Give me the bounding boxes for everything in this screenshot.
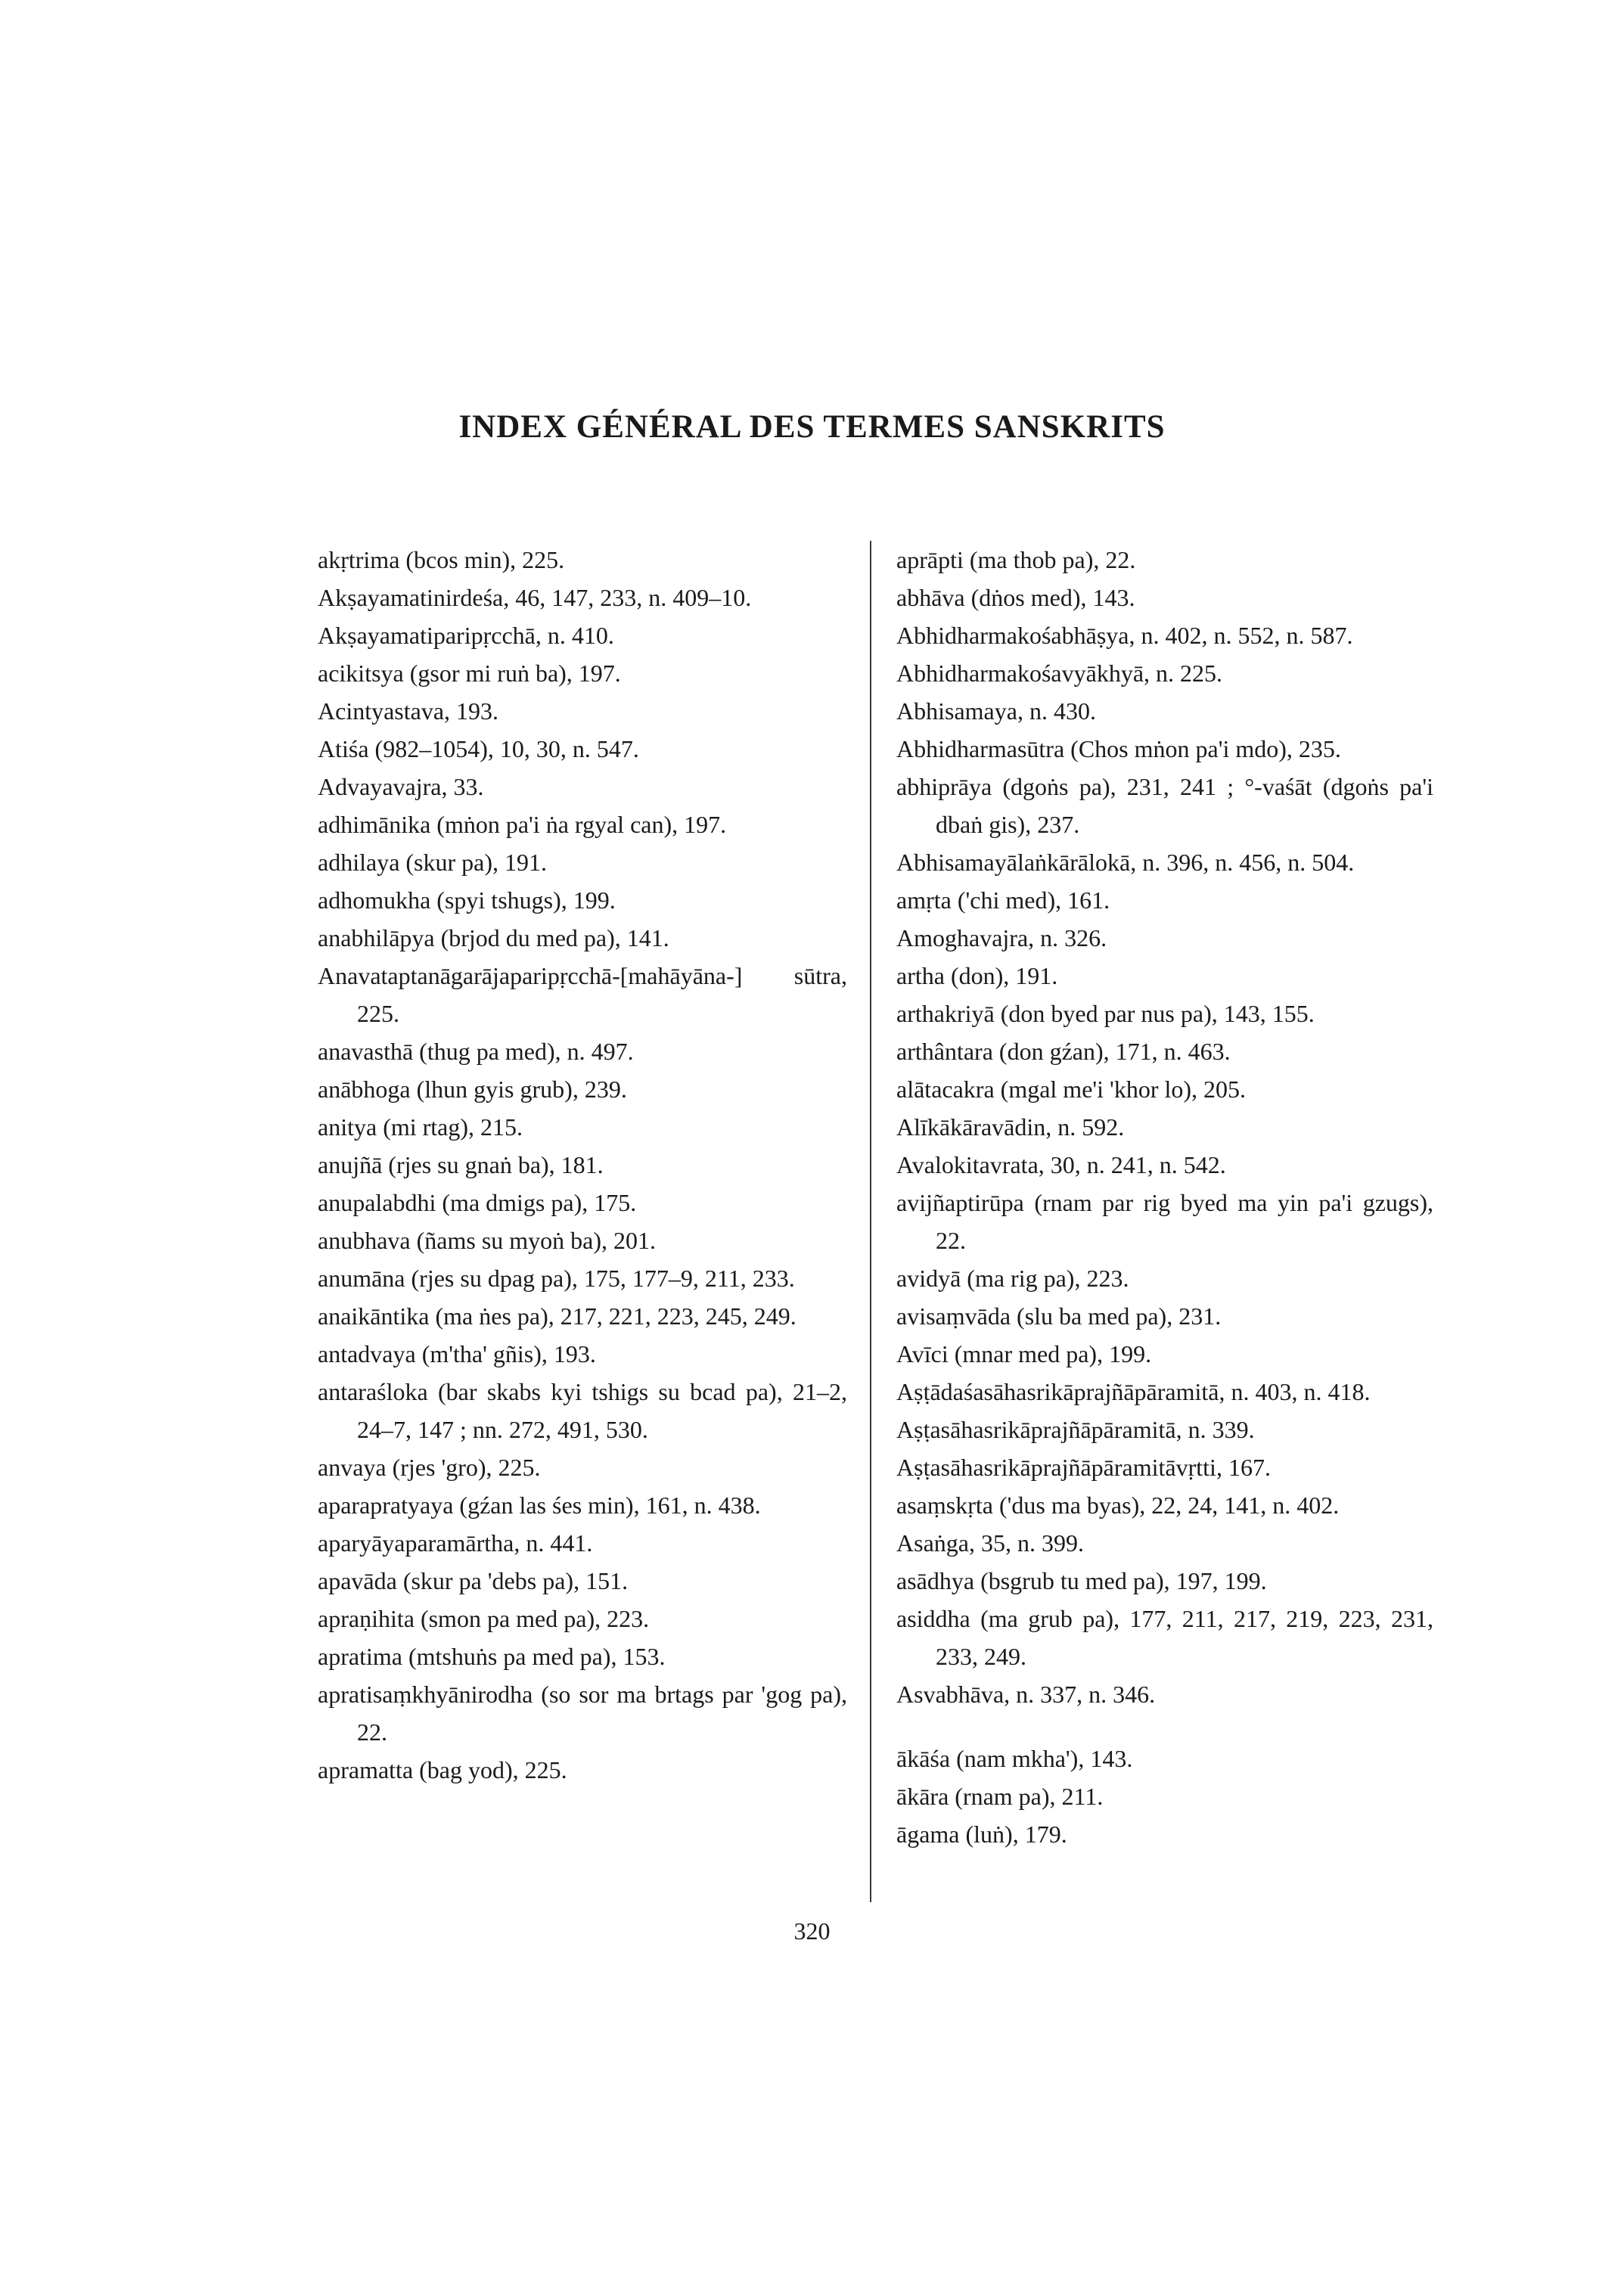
- index-entry: Aṣṭādaśasāhasrikāprajñāpāramitā, n. 403, n. 418.: [896, 1378, 1371, 1405]
- index-entry: acikitsya (gsor mi ruṅ ba), 197.: [318, 660, 621, 687]
- column-divider: [870, 541, 871, 1902]
- index-entry: apavāda (skur pa 'debs pa), 151.: [318, 1567, 629, 1594]
- index-entry: avisaṃvāda (slu ba med pa), 231.: [896, 1302, 1222, 1330]
- index-entry: adhomukha (spyi tshugs), 199.: [318, 886, 616, 914]
- index-entry: Acintyastava, 193.: [318, 697, 499, 725]
- index-entry: amṛta ('chi med), 161.: [896, 886, 1110, 914]
- index-entry: Avīci (mnar med pa), 199.: [896, 1340, 1152, 1367]
- index-entry: Asaṅga, 35, n. 399.: [896, 1529, 1084, 1557]
- index-entry: abhāva (dṅos med), 143.: [896, 584, 1135, 611]
- index-entry: artha (don), 191.: [896, 962, 1058, 989]
- page-title: INDEX GÉNÉRAL DES TERMES SANSKRITS: [458, 409, 1166, 445]
- index-entry: anujñā (rjes su gnaṅ ba), 181.: [318, 1151, 604, 1178]
- index-entry: ākāra (rnam pa), 211.: [896, 1783, 1104, 1810]
- index-entry: antaraśloka (bar skabs kyi tshigs su bcad pa), 21–2, 24–7, 147 ; nn. 272, 491, 530.: [318, 1378, 847, 1443]
- index-entry: aprāpti (ma thob pa), 22.: [896, 546, 1136, 573]
- index-entry: apratisaṃkhyānirodha (so sor ma brtags par 'gog pa), 22.: [318, 1681, 847, 1746]
- index-entry: abhiprāya (dgoṅs pa), 231, 241 ; °-vaśāt (dgoṅs pa'i dbaṅ gis), 237.: [896, 773, 1433, 838]
- index-entry: Amoghavajra, n. 326.: [896, 924, 1107, 951]
- index-entry: avijñaptirūpa (rnam par rig byed ma yin pa'i gzugs), 22.: [896, 1189, 1433, 1254]
- index-entry: Anavataptanāgarājaparipṛcchā-[mahāyāna-] sūtra, 225.: [318, 962, 847, 1027]
- index-entry: ākāśa (nam mkha'), 143.: [896, 1745, 1133, 1772]
- index-entry: adhilaya (skur pa), 191.: [318, 849, 548, 876]
- index-entry: asādhya (bsgrub tu med pa), 197, 199.: [896, 1567, 1267, 1594]
- index-entry: aparyāyaparamārtha, n. 441.: [318, 1529, 593, 1557]
- index-entry: anabhilāpya (brjod du med pa), 141.: [318, 924, 669, 951]
- index-entry: alātacakra (mgal me'i 'khor lo), 205.: [896, 1076, 1247, 1103]
- index-column-left: [318, 541, 847, 1789]
- index-entry: Asvabhāva, n. 337, n. 346.: [896, 1681, 1156, 1708]
- index-entry: anvaya (rjes 'gro), 225.: [318, 1454, 541, 1481]
- index-entry: adhimānika (mṅon pa'i ṅa rgyal can), 197.: [318, 811, 727, 838]
- index-entry: anaikāntika (ma ṅes pa), 217, 221, 223, 245, 249.: [318, 1302, 796, 1330]
- index-entry: Aṣṭasāhasrikāprajñāpāramitāvṛtti, 167.: [896, 1454, 1271, 1481]
- index-entry: Abhidharmasūtra (Chos mṅon pa'i mdo), 235.: [896, 735, 1341, 762]
- index-entry: anubhava (ñams su myoṅ ba), 201.: [318, 1227, 657, 1254]
- index-entry: Abhisamaya, n. 430.: [896, 697, 1096, 725]
- index-entry: Abhidharmakośavyākhyā, n. 225.: [896, 660, 1223, 687]
- index-entry: asaṃskṛta ('dus ma byas), 22, 24, 141, n. 402.: [896, 1492, 1340, 1519]
- index-entry: aparapratyaya (gźan las śes min), 161, n. 438.: [318, 1492, 761, 1519]
- index-entry: apramatta (bag yod), 225.: [318, 1756, 567, 1783]
- index-entry: anābhoga (lhun gyis grub), 239.: [318, 1076, 627, 1103]
- index-entry: anupalabdhi (ma dmigs pa), 175.: [318, 1189, 637, 1216]
- index-entry: Advayavajra, 33.: [318, 773, 484, 800]
- index-column-right: [896, 541, 1433, 1853]
- index-entry: antadvaya (m'tha' gñis), 193.: [318, 1340, 596, 1367]
- index-entry: anavasthā (thug pa med), n. 497.: [318, 1038, 634, 1065]
- index-entry: avidyā (ma rig pa), 223.: [896, 1265, 1129, 1292]
- index-entry: asiddha (ma grub pa), 177, 211, 217, 219, 223, 231, 233, 249.: [896, 1605, 1433, 1670]
- index-entry: anitya (mi rtag), 215.: [318, 1113, 523, 1141]
- index-entry: Akṣayamatiparipṛcchā, n. 410.: [318, 622, 614, 649]
- index-entry: Aṣṭasāhasrikāprajñāpāramitā, n. 339.: [896, 1416, 1255, 1443]
- index-entry: apratima (mtshuṅs pa med pa), 153.: [318, 1643, 666, 1670]
- index-entry: anumāna (rjes su dpag pa), 175, 177–9, 211, 233.: [318, 1265, 795, 1292]
- index-entry: Abhisamayālaṅkārālokā, n. 396, n. 456, n. 504.: [896, 849, 1355, 876]
- index-entry: Alīkākāravādin, n. 592.: [896, 1113, 1125, 1141]
- index-entry: āgama (luṅ), 179.: [896, 1821, 1067, 1848]
- index-entry: Atiśa (982–1054), 10, 30, n. 547.: [318, 735, 639, 762]
- index-entry: Abhidharmakośabhāṣya, n. 402, n. 552, n. 587.: [896, 622, 1353, 649]
- index-entry: Avalokitavrata, 30, n. 241, n. 542.: [896, 1151, 1226, 1178]
- index-entry: Akṣayamatinirdeśa, 46, 147, 233, n. 409–10.: [318, 584, 752, 611]
- index-entry: apraṇihita (smon pa med pa), 223.: [318, 1605, 650, 1632]
- page-number: 320: [793, 1917, 831, 1945]
- index-entry: arthakriyā (don byed par nus pa), 143, 155.: [896, 1000, 1315, 1027]
- index-entry: arthântara (don gźan), 171, n. 463.: [896, 1038, 1231, 1065]
- index-entry: akṛtrima (bcos min), 225.: [318, 546, 565, 573]
